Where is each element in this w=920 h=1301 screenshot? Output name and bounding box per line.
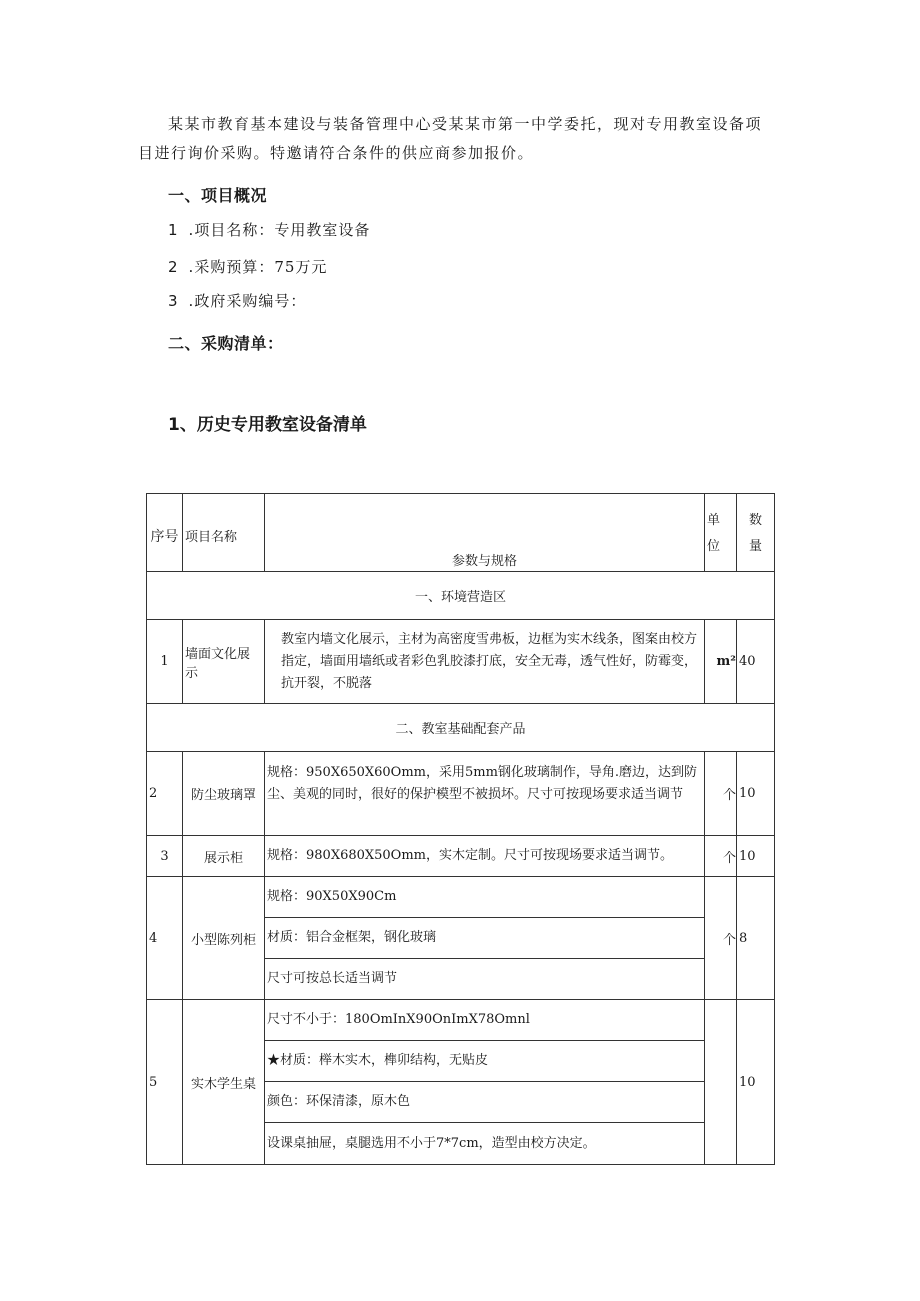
row-spec-line: 设课桌抽屉，桌腿选用不小于7*7cm，造型由校方决定。 xyxy=(265,1123,705,1165)
table-group-row xyxy=(147,572,775,620)
table-row xyxy=(147,620,775,704)
header-unit xyxy=(705,494,737,572)
row-name: 防尘玻璃罩 xyxy=(183,752,265,836)
row-unit: 个 xyxy=(705,836,737,877)
header-index: 序号 xyxy=(147,494,183,572)
row-index: 4 xyxy=(147,877,183,1000)
table-row xyxy=(147,752,775,836)
item-number: 3 xyxy=(168,292,179,310)
equipment-table xyxy=(146,493,775,1165)
row-spec: 规格：950X650X60Omm，采用5mm钢化玻璃制作，导角.磨边，达到防尘、美观的同时，很好的保护模型不被损坏。尺寸可按现场要求适当调节 xyxy=(265,752,705,836)
header-spec: 参数与规格 xyxy=(265,494,705,572)
item-text: .采购预算：75万元 xyxy=(188,258,328,276)
list-title: 1、历史专用教室设备清单 xyxy=(168,415,367,435)
item-text: .项目名称：专用教室设备 xyxy=(188,221,371,239)
row-spec-line: 规格：90X50X90Cm xyxy=(265,877,705,918)
section-title-list: 二、采购清单： xyxy=(168,334,284,353)
table-group-row xyxy=(147,704,775,752)
header-unit-line1: 单 xyxy=(707,513,721,528)
row-qty: 10 xyxy=(737,1000,775,1165)
row-qty: 8 xyxy=(737,877,775,1000)
group-title-environment: 一、环境营造区 xyxy=(147,572,775,620)
row-index: 2 xyxy=(147,752,183,836)
item-number: 1 xyxy=(168,221,179,239)
row-name: 展示柜 xyxy=(183,836,265,877)
row-name: 实木学生桌 xyxy=(183,1000,265,1165)
item-text: .政府采购编号： xyxy=(188,292,307,310)
row-qty: 10 xyxy=(737,752,775,836)
row-qty: 40 xyxy=(737,620,775,704)
row-qty: 10 xyxy=(737,836,775,877)
table-row xyxy=(147,836,775,877)
overview-item-code xyxy=(168,290,306,311)
row-spec-line: 尺寸可按总长适当调节 xyxy=(265,959,705,1000)
row-spec: 教室内墙文化展示，主材为高密度雪弗板，边框为实木线条，图案由校方指定，墙面用墙纸或者彩色乳胶漆打底，安全无毒，透气性好，防霉变，抗开裂，不脱落 xyxy=(265,620,705,704)
row-unit: 个 xyxy=(705,752,737,836)
row-index: 5 xyxy=(147,1000,183,1165)
overview-item-budget xyxy=(168,256,327,277)
row-name: 墙面文化展示 xyxy=(183,620,265,704)
row-spec-line: 尺寸不小于：180OmInX90OnImX78Omnl xyxy=(265,1000,705,1041)
intro-paragraph: 某某市教育基本建设与装备管理中心受某某市第一中学委托，现对专用教室设备项目进行询价采购。特邀请符合条件的供应商参加报价。 xyxy=(138,115,763,162)
header-qty-line1: 数 xyxy=(748,513,762,528)
header-unit-line2: 位 xyxy=(707,539,721,554)
table-row xyxy=(147,877,775,918)
row-spec-line: 材质：铝合金框架，钢化玻璃 xyxy=(265,918,705,959)
table-header-row xyxy=(147,494,775,572)
row-unit: m² xyxy=(705,620,737,704)
overview-item-name xyxy=(168,219,370,240)
header-qty-line2: 量 xyxy=(748,539,762,554)
table-row xyxy=(147,1000,775,1041)
row-spec-line: ★材质：榉木实木，榫卯结构，无贴皮 xyxy=(265,1041,705,1082)
group-title-basic: 二、教室基础配套产品 xyxy=(147,704,775,752)
row-index: 3 xyxy=(147,836,183,877)
row-name: 小型陈列柜 xyxy=(183,877,265,1000)
row-spec: 规格：980X680X50Omm，实木定制。尺寸可按现场要求适当调节。 xyxy=(265,836,705,877)
header-qty xyxy=(737,494,775,572)
header-name: 项目名称 xyxy=(183,494,265,572)
item-number: 2 xyxy=(168,258,179,276)
row-unit: 个 xyxy=(705,877,737,1000)
row-index: 1 xyxy=(147,620,183,704)
row-unit xyxy=(705,1000,737,1165)
section-title-overview: 一、项目概况 xyxy=(168,186,268,205)
row-spec-line: 颜色：环保清漆，原木色 xyxy=(265,1082,705,1123)
